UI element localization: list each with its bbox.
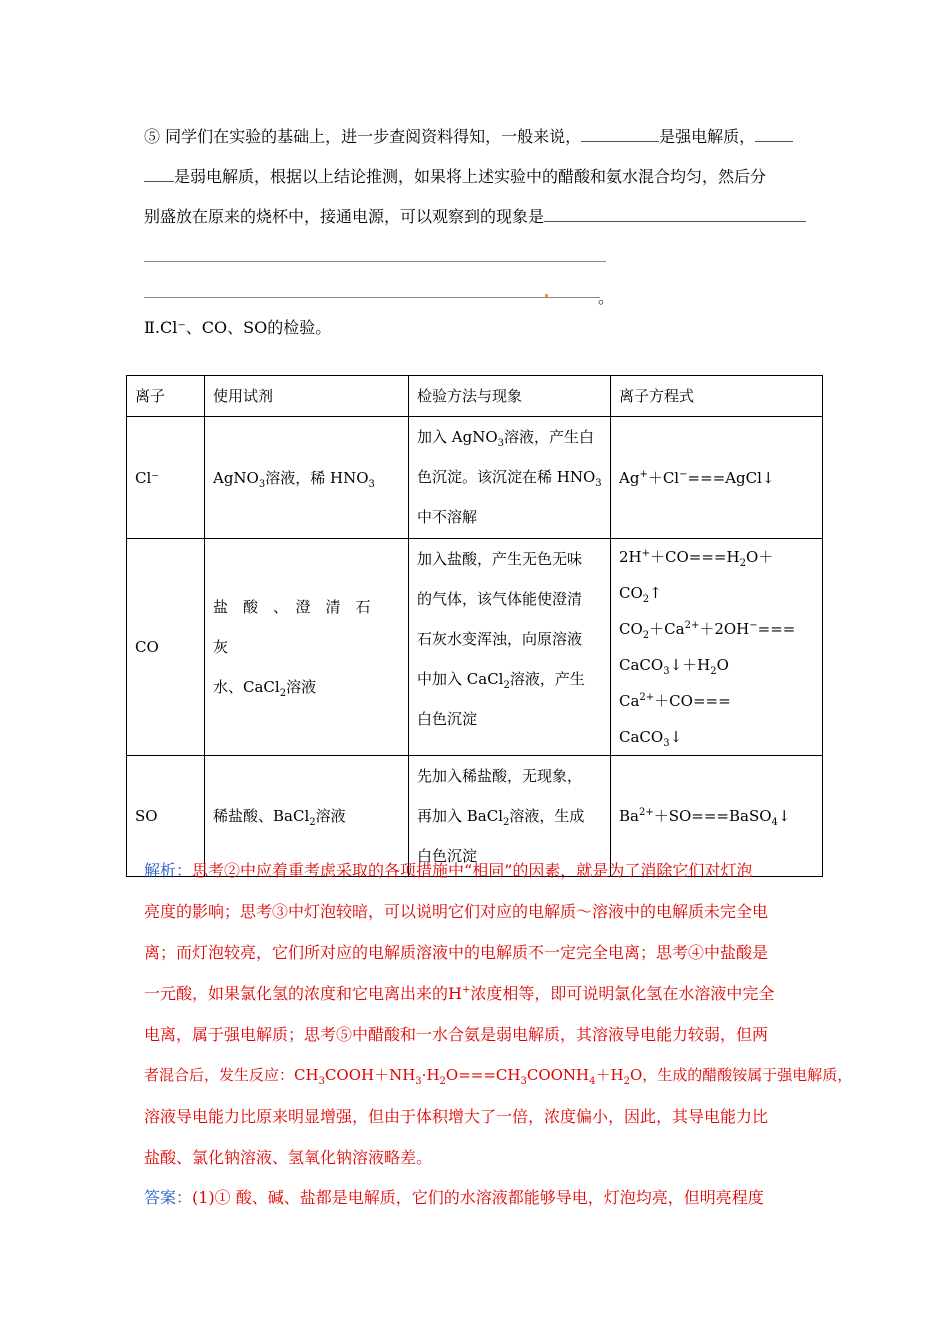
analysis-section	[144, 850, 853, 1178]
answer-label: 答案：	[144, 1188, 193, 1207]
question-5-text-b: 是强电解质，	[659, 127, 756, 146]
question-5-line-1	[144, 117, 812, 157]
header-reagent: 使用试剂	[205, 376, 409, 417]
analysis-line-5: 电离，属于强电解质；思考⑤中醋酸和一水合氨是弱电解质，其溶液导电能力较弱，但两	[144, 1025, 769, 1044]
fill-blank-2b[interactable]	[144, 161, 174, 182]
table-row	[127, 539, 823, 756]
row-2-method: 加入盐酸，产生无色无味 的气体，该气体能使澄清 石灰水变浑浊，向原溶液 中加入 CaCl$_2$溶液，产生 白色沉淀	[409, 539, 611, 756]
question-5-text-a: ⑤ 同学们在实验的基础上，进一步查阅资料得知，一般来说，	[144, 127, 582, 146]
row-3-equation: $Ba^{2+}+SO===BaSO_4↓$	[611, 756, 823, 877]
question-5-text-d: 别盛放在原来的烧杯中，接通电源，可以观察到的现象是	[144, 207, 545, 226]
section-2-heading: Ⅱ.Cl⁻、CO、SO的检验。	[144, 318, 332, 337]
analysis-label: 解析：	[144, 861, 193, 880]
analysis-line-7: 溶液导电能力比原来明显增强，但由于体积增大了一倍，浓度偏小，因此，其导电能力比	[144, 1107, 769, 1126]
row-1-reagent: AgNO$_3$溶液，稀 $HNO_3$	[205, 417, 409, 539]
fill-blank-1[interactable]	[581, 121, 659, 142]
table-header-row	[127, 376, 823, 417]
answer-line-1[interactable]	[144, 261, 606, 262]
table-row	[127, 417, 823, 539]
row-2-ion: CO	[127, 539, 205, 756]
row-3-ion: SO	[127, 756, 205, 877]
answer-line-3[interactable]	[552, 297, 596, 298]
header-method: 检验方法与现象	[409, 376, 611, 417]
analysis-line-8: 盐酸、氯化钠溶液、氢氧化钠溶液略差。	[144, 1148, 433, 1167]
row-1-ion: Cl⁻	[127, 417, 205, 539]
fill-blank-3[interactable]	[544, 201, 806, 222]
question-5-line-3	[144, 197, 812, 237]
answer-line-2[interactable]	[144, 297, 600, 298]
mark-dot	[545, 294, 548, 297]
row-3-reagent: 稀盐酸、BaCl$_2$溶液	[205, 756, 409, 877]
question-5	[144, 117, 812, 237]
end-mark: 。	[598, 288, 615, 307]
analysis-line-4: 一元酸，如果氯化氢的浓度和它电离出来的H+浓度相等，即可说明氯化氢在水溶液中完全	[144, 984, 775, 1003]
row-3-method: 先加入稀盐酸，无现象， 再加入 BaCl$_2$溶液，生成 白色沉淀	[409, 756, 611, 877]
row-1-method: 加入 AgNO$_3$溶液，产生白 色沉淀。该沉淀在稀 $HNO_3$ 中不溶解	[409, 417, 611, 539]
answer-section	[144, 1178, 824, 1218]
question-5-text-c: 是弱电解质，根据以上结论推测，如果将上述实验中的醋酸和氨水混合均匀，然后分	[174, 167, 767, 186]
analysis-line-6: 者混合后，发生反应：$CH_3COOH+NH_3\cdot H_2O===CH_3COONH_4+H_2O$，生成的醋酸铵属于强电解质，	[144, 1066, 853, 1087]
row-2-reagent: 盐 酸 、 澄 清 石 灰 水、CaCl$_2$溶液	[205, 539, 409, 756]
analysis-line-1: 解析：思考②中应着重考虑采取的各项措施中“相同”的因素，就是为了消除它们对灯泡	[144, 861, 753, 880]
row-1-equation: Ag+＋Cl−===AgCl↓	[611, 417, 823, 539]
row-2-equation: $2H^++CO===H_2O+CO_2↑$ $CO_2+Ca^{2+}+2OH^-===$ $CaCO_3↓+H_2O$ $Ca^{2+}+CO===$ CaCO$_3$↓	[611, 539, 823, 756]
fill-blank-2a[interactable]	[755, 121, 793, 142]
analysis-line-3: 离；而灯泡较亮，它们所对应的电解质溶液中的电解质不一定完全电离；思考④中盐酸是	[144, 943, 769, 962]
header-ion: 离子	[127, 376, 205, 417]
question-5-line-2	[144, 157, 812, 197]
answer-text: (1)① 酸、碱、盐都是电解质，它们的水溶液都能够导电，灯泡均亮，但明亮程度	[192, 1188, 764, 1207]
ion-test-table	[126, 375, 823, 877]
header-equation: 离子方程式	[611, 376, 823, 417]
analysis-line-2: 亮度的影响；思考③中灯泡较暗，可以说明它们对应的电解质～溶液中的电解质未完全电	[144, 902, 769, 921]
